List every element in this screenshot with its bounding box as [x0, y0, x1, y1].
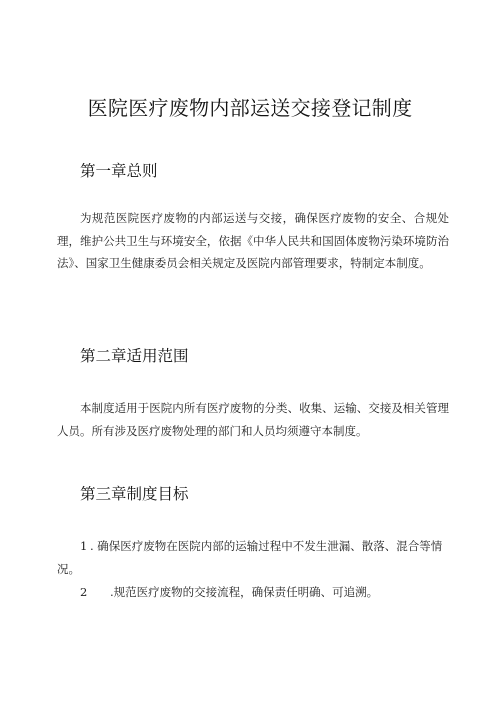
- list-item: [57, 581, 449, 604]
- chapter-2-heading: 第二章适用范围: [80, 347, 189, 365]
- document-title: 医院医疗废物内部运送交接登记制度: [87, 96, 413, 120]
- list-item-number: 1: [80, 539, 88, 553]
- list-item: [57, 535, 449, 580]
- list-item-text: .规范医疗废物的交接流程，确保责任明确、可追溯。: [110, 585, 379, 599]
- chapter-3-heading: 第三章制度目标: [80, 485, 189, 503]
- chapter-1-paragraph: 为规范医院医疗废物的内部运送与交接，确保医疗废物的安全、合规处理，维护公共卫生与环境安全，依据《中华人民共和国固体废物污染环境防治法》、国家卫生健康委员会相关规定及医院内部管理要求，特制定本制度。: [57, 211, 449, 270]
- chapter-2-paragraph: 本制度适用于医院内所有医疗废物的分类、收集、运输、交接及相关管理人员。所有涉及医疗废物处理的部门和人员均须遵守本制度。: [57, 401, 449, 438]
- list-item-number: 2: [80, 585, 88, 599]
- chapter-1-heading: 第一章总则: [80, 162, 158, 180]
- list-item-text: . 确保医疗废物在医院内部的运输过程中不发生泄漏、散落、混合等情况。: [57, 539, 443, 576]
